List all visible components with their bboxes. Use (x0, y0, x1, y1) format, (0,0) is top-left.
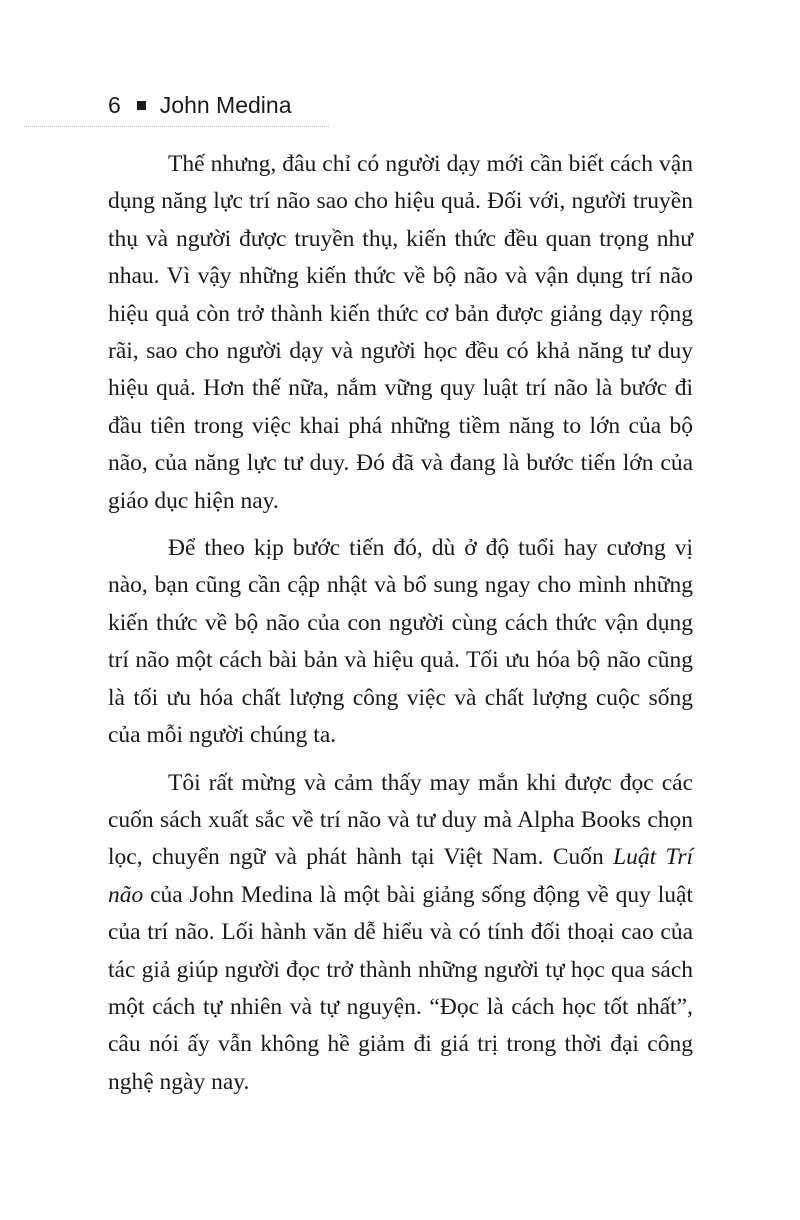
running-header (108, 92, 292, 119)
author-name: John Medina (159, 92, 292, 118)
book-title: Luật Trí não (108, 844, 693, 908)
paragraph-3 (108, 765, 693, 1102)
paragraph-3-text-end: của John Medina là một bài giảng sống động về quy luật của trí não. Lối hành văn dễ hiểu và có tính đối thoại cao của tác giả giúp người đọc trở thành những người tự học qua sách một cách tự nhiên và tự nguyện. “Đọc là cách học tốt nhất”, câu nói ấy vẫn không hề giảm đi giá trị trong thời đại công nghệ ngày nay. (108, 881, 693, 1095)
page-number: 6 (108, 92, 121, 118)
paragraph-1: Thế nhưng, đâu chỉ có người dạy mới cần biết cách vận dụng năng lực trí não sao cho hiệu quả. Đối với, người truyền thụ và người được truyền thụ, kiến thức đều quan trọng như nhau. Vì vậy những kiến thức về bộ não và vận dụng trí não hiệu quả còn trở thành kiến thức cơ bản được giảng dạy rộng rãi, sao cho người dạy và người học đều có khả năng tư duy hiệu quả. Hơn thế nữa, nắm vững quy luật trí não là bước đi đầu tiên trong việc khai phá những tiềm năng to lớn của bộ não, của năng lực tư duy. Đó đã và đang là bước tiến lớn của giáo dục hiện nay. (108, 151, 693, 514)
header-divider (24, 126, 329, 127)
paragraph-3-text-start: Tôi rất mừng và cảm thấy may mắn khi được đọc các cuốn sách xuất sắc về trí não và tư duy mà Alpha Books chọn lọc, chuyển ngữ và phát hành tại Việt Nam. Cuốn (108, 769, 693, 871)
bullet-separator-icon (137, 101, 146, 110)
body-text (108, 146, 693, 1101)
paragraph-2: Để theo kịp bước tiến đó, dù ở độ tuổi hay cương vị nào, bạn cũng cần cập nhật và bổ sung ngay cho mình những kiến thức về bộ não của con người cùng cách thức vận dụng trí não một cách bài bản và hiệu quả. Tối ưu hóa bộ não cũng là tối ưu hóa chất lượng công việc và chất lượng cuộc sống của mỗi người chúng ta. (108, 535, 693, 749)
